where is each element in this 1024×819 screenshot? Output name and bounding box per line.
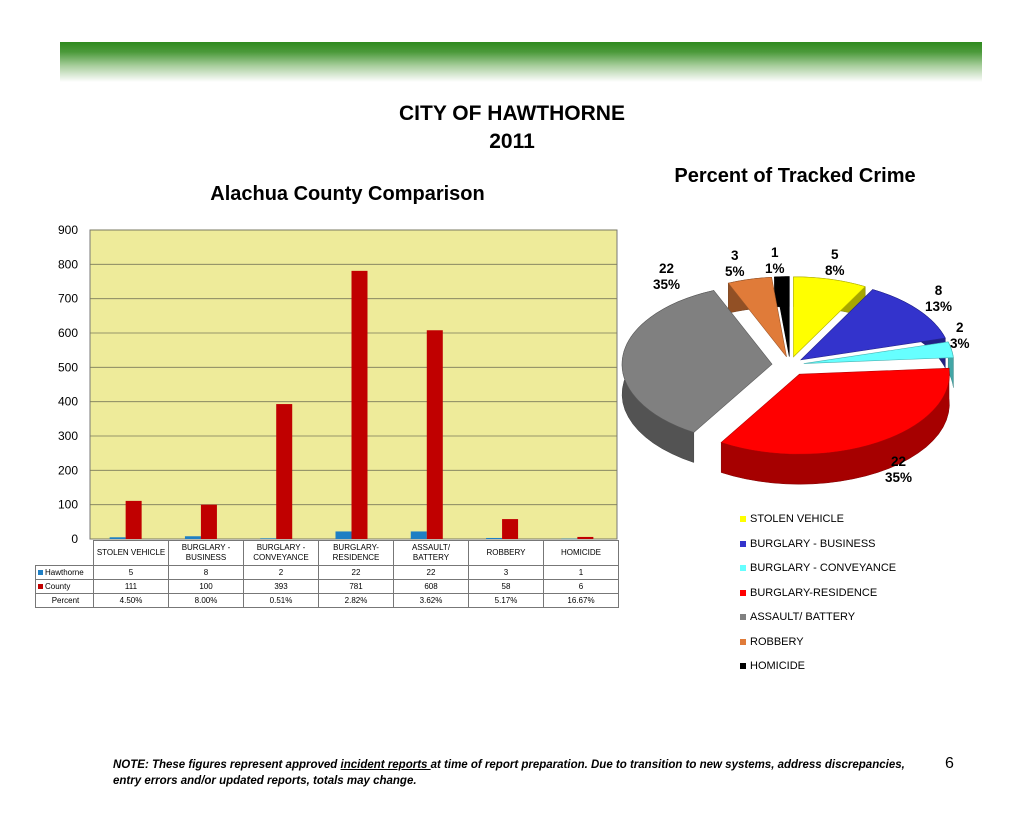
pie-label-robbery — [725, 248, 745, 280]
table-cell: 58 — [469, 580, 544, 594]
pie-chart — [615, 265, 975, 495]
header-banner — [60, 42, 982, 82]
table-cell: 2 — [244, 566, 319, 580]
bar-county — [577, 537, 593, 539]
y-tick-label: 100 — [57, 497, 78, 512]
note-text: NOTE: These figures represent approved — [113, 759, 341, 771]
table-header-cell: BURGLARY - BUSINESS — [169, 541, 244, 566]
table-header-cell: ROBBERY — [469, 541, 544, 566]
table-cell: 5.17% — [469, 594, 544, 608]
legend-swatch — [740, 590, 746, 596]
pie-percent-label: 1% — [765, 261, 785, 276]
pie-label-stolen-vehicle — [825, 247, 845, 279]
y-tick-label: 300 — [57, 429, 78, 443]
legend-item — [740, 532, 896, 557]
bar-chart-title: Alachua County Comparison — [210, 183, 485, 205]
pie-label-homicide — [765, 245, 785, 277]
pie-percent-label: 5% — [725, 264, 745, 279]
bar-hawthorne — [336, 531, 352, 539]
y-tick-label: 800 — [57, 257, 78, 272]
y-tick-label: 900 — [57, 223, 78, 237]
bar-hawthorne — [110, 537, 126, 539]
table-cell: 2.82% — [319, 594, 394, 608]
table-cell: 8 — [169, 566, 244, 580]
incident-reports-link[interactable]: incident reports — [340, 759, 431, 771]
legend-label: BURGLARY - BUSINESS — [750, 537, 876, 550]
table-cell: 1 — [544, 566, 619, 580]
title-line-2: 2011 — [489, 130, 535, 153]
pie-legend — [740, 507, 896, 679]
legend-item — [740, 605, 896, 630]
table-cell: 8.00% — [169, 594, 244, 608]
table-cell: 393 — [244, 580, 319, 594]
legend-label: BURGLARY - CONVEYANCE — [750, 562, 897, 575]
legend-label: ASSAULT/ BATTERY — [750, 611, 856, 624]
y-tick-label: 700 — [57, 291, 78, 306]
table-row-label: Percent — [36, 594, 94, 608]
bar-chart — [0, 215, 640, 545]
bar-county — [427, 330, 443, 539]
table-row-label — [36, 580, 94, 594]
legend-label: BURGLARY-RESIDENCE — [750, 586, 878, 599]
legend-swatch — [740, 614, 746, 620]
y-tick-label: 400 — [57, 394, 78, 409]
legend-swatch — [740, 541, 746, 547]
pie-value-label: 1 — [771, 245, 779, 260]
bar-hawthorne — [486, 538, 502, 539]
legend-swatch — [740, 663, 746, 669]
table-header-cell: HOMICIDE — [544, 541, 619, 566]
bar-county — [126, 501, 142, 539]
pie-value-label: 2 — [956, 320, 964, 335]
title-line-1: CITY OF HAWTHORNE — [399, 102, 625, 125]
table-header-cell: STOLEN VEHICLE — [94, 541, 169, 566]
table-header-cell: BURGLARY - CONVEYANCE — [244, 541, 319, 566]
table-cell: 5 — [94, 566, 169, 580]
pie-percent-label: 8% — [825, 263, 845, 278]
y-tick-label: 0 — [71, 532, 78, 545]
table-corner — [36, 541, 94, 566]
series-name: County — [45, 582, 71, 591]
pie-label-burglary-business — [925, 283, 952, 315]
y-tick-label: 600 — [57, 326, 78, 340]
legend-label: HOMICIDE — [750, 660, 805, 673]
legend-swatch — [740, 639, 746, 645]
table-cell: 16.67% — [544, 594, 619, 608]
pie-value-label: 8 — [934, 283, 943, 298]
bar-county — [201, 505, 217, 539]
legend-item — [740, 581, 896, 606]
pie-value-label: 22 — [659, 261, 675, 276]
bar-county — [502, 519, 518, 539]
page-number: 6 — [945, 755, 954, 772]
bar-hawthorne — [411, 531, 427, 539]
bar-county — [276, 404, 292, 539]
county-legend-swatch — [38, 584, 43, 589]
hawthorne-legend-swatch — [38, 570, 43, 575]
pie-value-label: 5 — [831, 247, 839, 262]
bar-hawthorne — [260, 538, 276, 539]
table-cell: 22 — [319, 566, 394, 580]
table-row-label — [36, 566, 94, 580]
legend-swatch — [740, 565, 746, 571]
pie-percent-label: 35% — [885, 470, 913, 485]
table-cell: 608 — [394, 580, 469, 594]
table-cell: 0.51% — [244, 594, 319, 608]
pie-percent-label: 3% — [950, 336, 970, 351]
legend-swatch — [740, 516, 746, 522]
y-tick-label: 500 — [57, 360, 78, 375]
legend-item — [740, 507, 896, 532]
note-text: at time of report preparation. Due to transition to new systems, address discrepancies, entry errors and/or updated reports, totals may change. — [113, 759, 905, 787]
data-table — [35, 540, 619, 608]
table-cell: 6 — [544, 580, 619, 594]
pie-percent-label: 13% — [925, 299, 953, 314]
legend-item — [740, 556, 896, 581]
table-cell: 3.62% — [394, 594, 469, 608]
page-title — [0, 100, 1024, 156]
legend-label: ROBBERY — [750, 635, 804, 648]
y-tick-label: 200 — [57, 463, 78, 478]
table-cell: 781 — [319, 580, 394, 594]
pie-value-label: 22 — [891, 454, 907, 469]
pie-chart-title: Percent of Tracked Crime — [674, 165, 916, 187]
legend-item — [740, 654, 896, 679]
table-cell: 22 — [394, 566, 469, 580]
bar-hawthorne — [185, 536, 201, 539]
pie-percent-label: 35% — [653, 277, 681, 292]
legend-label: STOLEN VEHICLE — [750, 513, 844, 526]
table-cell: 3 — [469, 566, 544, 580]
pie-label-burglary-conveyance — [950, 320, 970, 352]
pie-label-assault-battery — [653, 261, 680, 293]
footnote — [113, 757, 913, 789]
legend-item — [740, 630, 896, 655]
bar-county — [352, 271, 368, 539]
table-cell: 100 — [169, 580, 244, 594]
table-header-cell: BURGLARY- RESIDENCE — [319, 541, 394, 566]
table-cell: 111 — [94, 580, 169, 594]
table-cell: 4.50% — [94, 594, 169, 608]
series-name: Hawthorne — [45, 568, 84, 577]
pie-label-burglary-residence — [885, 454, 912, 486]
table-header-cell: ASSAULT/ BATTERY — [394, 541, 469, 566]
pie-value-label: 3 — [731, 248, 739, 263]
